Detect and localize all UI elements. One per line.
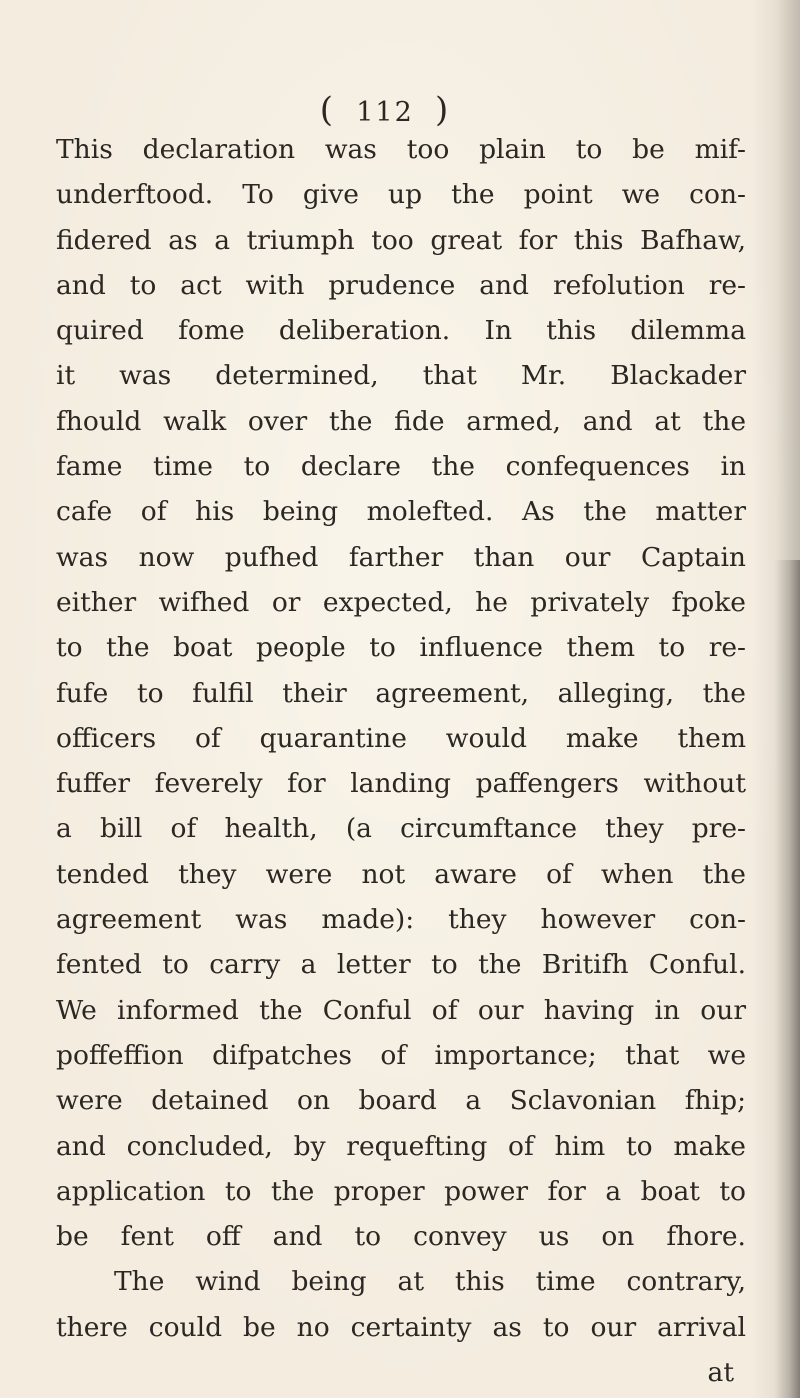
text-line: was now pufhed farther than our Captain xyxy=(56,541,746,573)
text-line: cafe of his being molefted. As the matter xyxy=(56,496,746,528)
text-line: and concluded, by requefting of him to make xyxy=(56,1130,746,1162)
text-line: either wifhed or expected, he privately fpoke xyxy=(56,586,746,618)
text-line: fufe to fulfil their agreement, alleging, the xyxy=(56,677,746,709)
text-line: We informed the Conful of our having in our xyxy=(56,994,746,1026)
page-edge-shadow xyxy=(774,560,800,1398)
text-line: be fent off and to convey us on fhore. xyxy=(56,1221,746,1253)
text-line: fented to carry a letter to the Britifh Conful. xyxy=(56,949,746,981)
text-line: fuffer feverely for landing paffengers without xyxy=(56,768,746,800)
text-line: application to the proper power for a boat to xyxy=(56,1175,746,1207)
page-number: 112 xyxy=(356,97,414,128)
text-line: and to act with prudence and refolution re- xyxy=(56,269,746,301)
text-line: were detained on board a Sclavonian fhip; xyxy=(56,1085,746,1117)
text-line: tended they were not aware of when the xyxy=(56,858,746,890)
text-line: fame time to declare the confequences in xyxy=(56,451,746,483)
header-close-paren: ) xyxy=(434,90,451,130)
header-open-paren: ( xyxy=(319,90,336,130)
body-text xyxy=(56,127,746,1395)
text-line: underftood. To give up the point we con- xyxy=(56,179,746,211)
text-line: officers of quarantine would make them xyxy=(56,722,746,754)
text-line: there could be no certainty as to our arrival xyxy=(56,1311,746,1343)
text-line: fhould walk over the fide armed, and at the xyxy=(56,405,746,437)
text-line: to the boat people to influence them to re- xyxy=(56,632,746,664)
text-line: poffeffion difpatches of importance; that we xyxy=(56,1039,746,1071)
text-line: a bill of health, (a circumftance they pre- xyxy=(56,813,746,845)
catchword: at xyxy=(707,1357,734,1389)
text-line: quired fome deliberation. In this dilemma xyxy=(56,315,746,347)
text-line: agreement was made): they however con- xyxy=(56,904,746,936)
text-line: This declaration was too plain to be mif- xyxy=(56,134,746,165)
paragraph-first-line: The wind being at this time contrary, xyxy=(114,1266,746,1298)
text-line: it was determined, that Mr. Blackader xyxy=(56,360,746,392)
text-line: fidered as a triumph too great for this Bafhaw, xyxy=(56,224,746,256)
